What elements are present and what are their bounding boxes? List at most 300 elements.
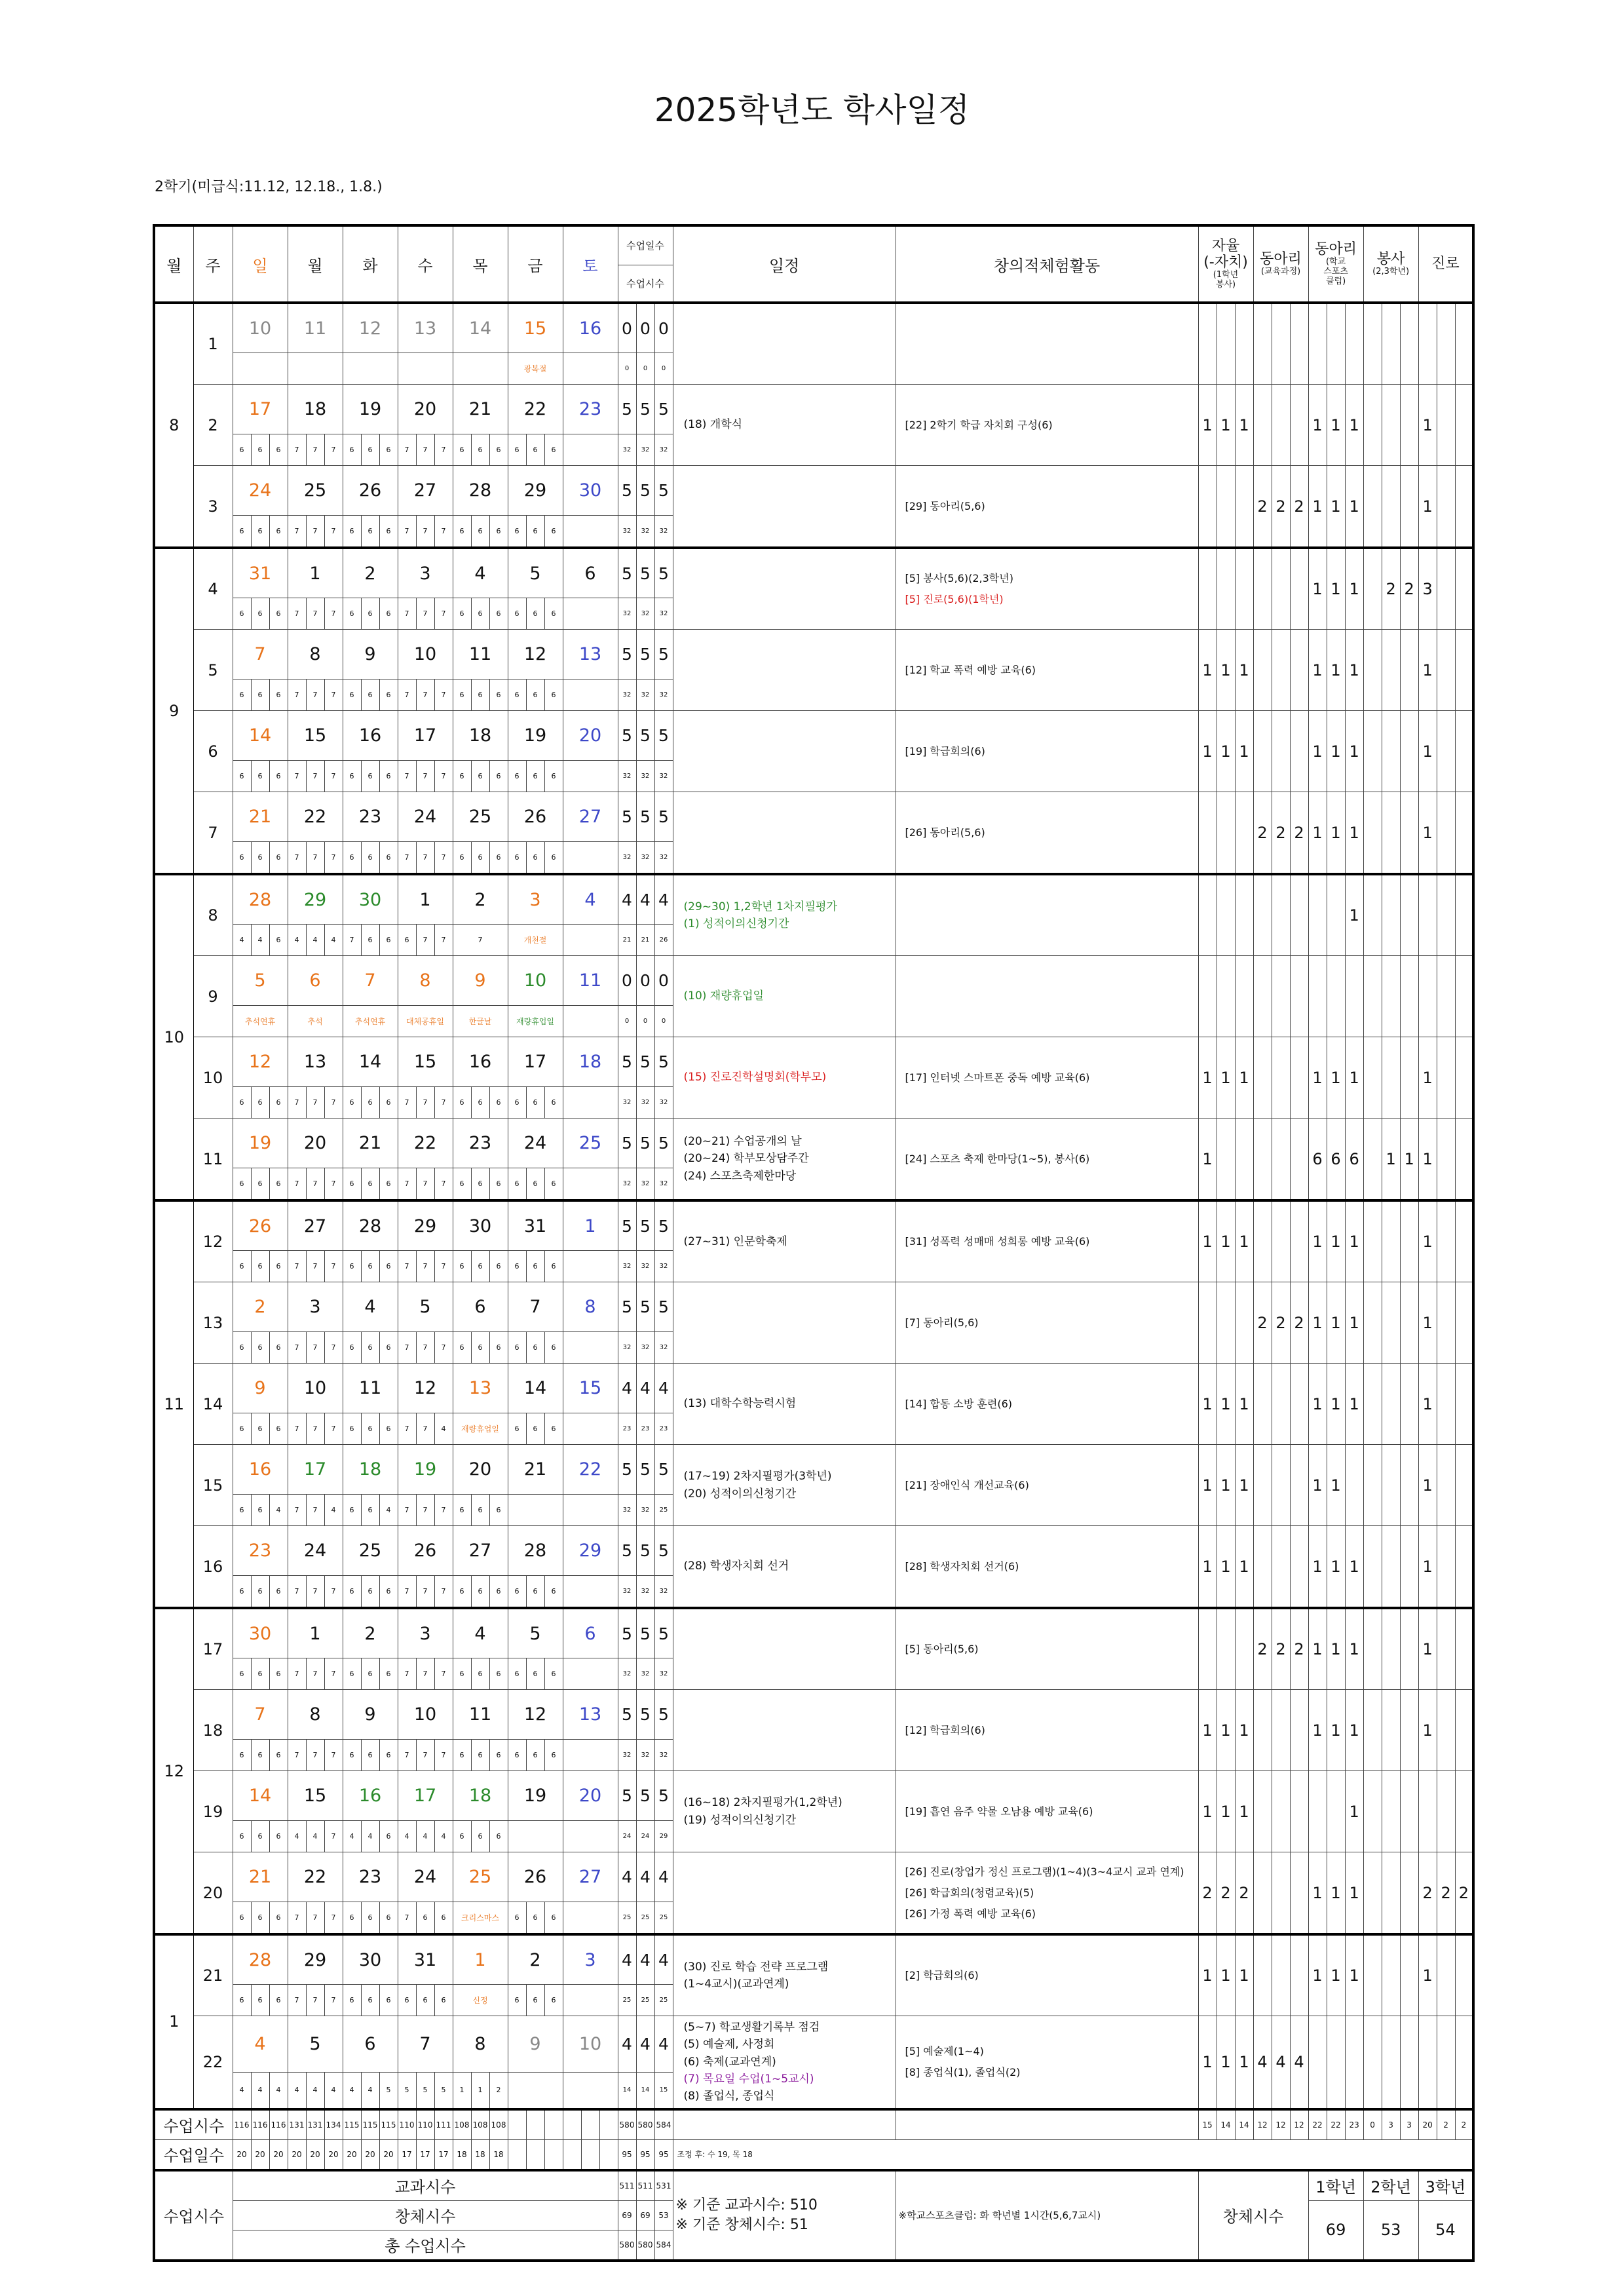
period-cell: 6: [471, 1821, 489, 1852]
date-cell: 19: [343, 385, 398, 434]
week-number: 1: [193, 303, 233, 385]
period-cell: 6: [251, 1902, 269, 1935]
total-days-cell: 20: [324, 2139, 343, 2170]
hours-cell: [1437, 1690, 1455, 1771]
class-hours-count: 26: [654, 925, 673, 956]
class-days-count: 0: [654, 303, 673, 353]
class-hours-count: 25: [636, 1985, 654, 2016]
period-cell: 7: [288, 1658, 306, 1690]
hours-cell: 1: [1217, 385, 1235, 466]
hours-cell: [1235, 1119, 1253, 1201]
hours-cell: [1400, 1934, 1418, 2016]
period-cell: 6: [508, 1740, 526, 1771]
period-cell: 6: [361, 1576, 379, 1609]
hours-cell: [1290, 1119, 1308, 1201]
date-cell: 22: [288, 1852, 343, 1902]
hours-cell: 4: [1253, 2016, 1272, 2109]
date-cell: 19: [508, 1771, 563, 1821]
blank-cell: [599, 2109, 618, 2140]
class-days-count: 5: [636, 792, 654, 842]
hours-cell: [1400, 1445, 1418, 1526]
hours-cell: [1400, 956, 1418, 1037]
date-cell: 13: [563, 630, 618, 679]
hours-cell: [1400, 385, 1418, 466]
total-days-cell: 20: [379, 2139, 398, 2170]
hours-cell: 1: [1235, 1037, 1253, 1119]
date-cell: 2: [453, 874, 508, 925]
header-autonomy-label: 자율 (-자치): [1203, 237, 1248, 271]
total-hours-cell: 110: [398, 2109, 416, 2140]
period-cell: 6: [343, 1413, 361, 1445]
period-cell: 6: [343, 1495, 361, 1526]
date-cell: 7: [343, 956, 398, 1006]
period-cell: 6: [453, 598, 471, 630]
schedule-event: (8) 졸업식, 종업식: [683, 2090, 775, 2103]
week-number: 13: [193, 1282, 233, 1364]
period-cell: 6: [343, 516, 361, 548]
period-cell: 6: [526, 1087, 544, 1119]
period-cell: 7: [324, 842, 343, 875]
period-cell: 6: [233, 1576, 251, 1609]
period-cell: 7: [416, 1740, 434, 1771]
period-cell: 6: [453, 1821, 471, 1852]
hours-cell: 2: [1272, 1608, 1290, 1690]
day-sub: [453, 353, 508, 385]
period-cell: 6: [361, 1495, 379, 1526]
period-cell: 7: [434, 1740, 453, 1771]
header-day: 월: [288, 225, 343, 303]
hours-cell: 1: [1235, 1526, 1253, 1609]
date-cell: 10: [398, 1690, 453, 1740]
total-days-cell: 20: [306, 2139, 324, 2170]
hours-cell: 1: [1198, 1364, 1217, 1445]
period-cell: 6: [489, 516, 508, 548]
hours-cell: 1: [1235, 711, 1253, 792]
hours-cell: 1: [1217, 1934, 1235, 2016]
period-cell: 6: [434, 1985, 453, 2016]
hours-cell: [1290, 1200, 1308, 1282]
date-cell: 12: [343, 303, 398, 353]
date-cell: 14: [343, 1037, 398, 1087]
period-cell: 7: [416, 925, 434, 956]
week-number: 17: [193, 1608, 233, 1690]
header-class-hours: 수업시수: [618, 265, 673, 303]
hours-cell: [1455, 630, 1473, 711]
hours-cell: [1437, 2016, 1455, 2109]
hours-cell: [1455, 2016, 1473, 2109]
hours-cell: 1: [1198, 385, 1217, 466]
period-cell: 7: [288, 679, 306, 711]
period-cell: 6: [508, 598, 526, 630]
month-number: 8: [154, 303, 193, 548]
period-cell: 7: [306, 434, 324, 466]
period-cell: 6: [489, 434, 508, 466]
month-number: 10: [154, 874, 193, 1200]
class-hours-count: 32: [654, 598, 673, 630]
hours-cell: 1: [1308, 630, 1327, 711]
date-cell: 15: [288, 1771, 343, 1821]
day-sub: [563, 1495, 618, 1526]
period-cell: 6: [526, 1576, 544, 1609]
period-cell: 7: [306, 1332, 324, 1364]
class-days-count: 5: [618, 1608, 636, 1658]
period-cell: 4: [416, 1821, 434, 1852]
total-hours-col: 23: [1345, 2109, 1363, 2140]
hours-cell: 1: [1308, 1934, 1327, 2016]
hours-cell: [1437, 1526, 1455, 1609]
hours-cell: [1437, 1119, 1455, 1201]
period-cell: 6: [269, 516, 288, 548]
total-hours-col: 12: [1290, 2109, 1308, 2140]
class-days-count: 4: [654, 1934, 673, 1985]
period-cell: 6: [233, 434, 251, 466]
date-cell: 20: [563, 1771, 618, 1821]
class-days-count: 5: [618, 1037, 636, 1087]
semester-note: 2학기(미급식:11.12, 12.18., 1.8.): [155, 179, 383, 195]
activity-item: [5] 봉사(5,6)(2,3학년): [905, 572, 1013, 584]
schedule-event: (19) 성적이의신청기간: [683, 1813, 797, 1827]
schedule-event: (16~18) 2차지필평가(1,2학년): [683, 1796, 842, 1810]
class-days-count: 5: [654, 1445, 673, 1495]
period-cell: 6: [269, 1251, 288, 1282]
period-cell: 4: [343, 2073, 361, 2109]
total-days-count: 95: [618, 2139, 636, 2170]
hours-cell: [1382, 1608, 1400, 1690]
hours-cell: 1: [1327, 1200, 1345, 1282]
period-cell: 7: [306, 842, 324, 875]
week-number: 8: [193, 874, 233, 956]
day-sub: [563, 925, 618, 956]
hours-cell: 1: [1418, 1608, 1437, 1690]
period-cell: 1: [471, 2073, 489, 2109]
class-days-count: 4: [636, 1364, 654, 1413]
date-cell: 23: [343, 1852, 398, 1902]
class-days-count: 5: [636, 1119, 654, 1168]
activity-cell: [896, 466, 1198, 548]
hours-cell: 1: [1217, 2016, 1235, 2109]
hours-cell: [1235, 466, 1253, 548]
day-sub: [563, 1251, 618, 1282]
date-cell: 27: [563, 792, 618, 842]
hours-cell: 1: [1217, 1690, 1235, 1771]
date-cell: 29: [398, 1200, 453, 1251]
hours-cell: 1: [1235, 1200, 1253, 1282]
hours-cell: [1400, 1200, 1418, 1282]
class-days-count: 4: [636, 874, 654, 925]
summary-item-label: 총 수업시수: [233, 2230, 618, 2261]
period-cell: 7: [324, 1413, 343, 1445]
hours-cell: 1: [1327, 792, 1345, 875]
date-cell: 21: [508, 1445, 563, 1495]
class-hours-count: 32: [636, 1576, 654, 1609]
period-cell: 6: [343, 1332, 361, 1364]
period-cell: 7: [416, 761, 434, 792]
hours-cell: 1: [1418, 1445, 1437, 1526]
period-cell: 6: [233, 842, 251, 875]
hours-cell: [1235, 792, 1253, 875]
hours-cell: [1363, 874, 1382, 956]
class-days-count: 5: [636, 1037, 654, 1087]
date-cell: 16: [233, 1445, 288, 1495]
period-cell: 6: [489, 598, 508, 630]
hours-cell: [1455, 1282, 1473, 1364]
schedule-event: (20~24) 학부모상담주간: [683, 1152, 809, 1166]
period-cell: 6: [453, 1658, 471, 1690]
class-hours-count: 32: [654, 1576, 673, 1609]
date-cell: 9: [508, 2016, 563, 2073]
date-cell: 9: [453, 956, 508, 1006]
total-hours-cell: 131: [306, 2109, 324, 2140]
period-cell: 7: [434, 516, 453, 548]
period-cell: 7: [434, 1576, 453, 1609]
class-days-count: 5: [618, 1771, 636, 1821]
period-cell: 5: [416, 2073, 434, 2109]
hours-cell: [1290, 548, 1308, 630]
hours-cell: [1272, 1690, 1290, 1771]
class-days-count: 5: [636, 1282, 654, 1332]
hours-cell: [1400, 874, 1418, 956]
period-cell: 7: [288, 598, 306, 630]
hours-cell: [1272, 711, 1290, 792]
class-days-count: 5: [618, 792, 636, 842]
hours-cell: 1: [1345, 548, 1363, 630]
activity-cell: [896, 1690, 1198, 1771]
hours-cell: [1455, 303, 1473, 385]
period-cell: 7: [288, 1985, 306, 2016]
period-cell: 7: [434, 679, 453, 711]
period-cell: 6: [233, 1332, 251, 1364]
period-cell: 6: [489, 1821, 508, 1852]
activity-item: [26] 가정 폭력 예방 교육(6): [905, 1907, 1036, 1920]
class-days-count: 5: [654, 1119, 673, 1168]
hours-cell: [1363, 1934, 1382, 2016]
activity-item: [24] 스포츠 축제 한마당(1~5), 봉사(6): [905, 1152, 1090, 1165]
hours-cell: [1217, 792, 1235, 875]
period-cell: 4: [306, 2073, 324, 2109]
class-hours-count: 0: [654, 1006, 673, 1037]
date-cell: 27: [563, 1852, 618, 1902]
total-days-cell: 18: [471, 2139, 489, 2170]
class-days-count: 5: [654, 385, 673, 434]
hours-cell: [1253, 1526, 1272, 1609]
total-hours-cell: 108: [453, 2109, 471, 2140]
class-hours-count: 32: [618, 761, 636, 792]
date-cell: 28: [233, 874, 288, 925]
hours-cell: [1308, 1771, 1327, 1852]
period-cell: 7: [306, 516, 324, 548]
date-cell: 23: [563, 385, 618, 434]
hours-cell: [1400, 792, 1418, 875]
day-sub: [508, 1495, 563, 1526]
holiday-label: 추석연휴: [343, 1006, 398, 1037]
period-cell: 6: [361, 1332, 379, 1364]
hours-cell: [1290, 874, 1308, 956]
total-hours-cell: 115: [361, 2109, 379, 2140]
period-cell: 6: [526, 1740, 544, 1771]
day-sub: [233, 353, 288, 385]
hours-cell: 1: [1235, 1934, 1253, 2016]
holiday-label: 개천절: [508, 925, 563, 956]
activity-cell: [896, 303, 1198, 385]
schedule-cell: [673, 956, 896, 1037]
period-cell: 6: [471, 1495, 489, 1526]
total-hours-cell: 111: [434, 2109, 453, 2140]
period-cell: 6: [471, 679, 489, 711]
period-cell: 6: [269, 1168, 288, 1201]
hours-cell: [1363, 1037, 1382, 1119]
hours-cell: 1: [1418, 1037, 1437, 1119]
period-cell: 6: [544, 842, 563, 875]
hours-cell: [1400, 1690, 1418, 1771]
hours-cell: 1: [1327, 1526, 1345, 1609]
class-days-count: 5: [636, 630, 654, 679]
day-sub: [508, 1821, 563, 1852]
date-cell: 8: [398, 956, 453, 1006]
period-cell: 7: [434, 1251, 453, 1282]
header-day: 금: [508, 225, 563, 303]
hours-cell: [1400, 1282, 1418, 1364]
base-note: ※ 기준 교과시수: 510: [675, 2197, 818, 2214]
date-cell: 11: [288, 303, 343, 353]
schedule-event: (6) 축제(교과연계): [683, 2055, 776, 2069]
period-cell: 6: [489, 842, 508, 875]
date-cell: 21: [453, 385, 508, 434]
class-hours-count: 32: [618, 1576, 636, 1609]
date-cell: 20: [563, 711, 618, 761]
period-cell: 6: [343, 1658, 361, 1690]
period-cell: 7: [434, 761, 453, 792]
period-cell: 6: [544, 1413, 563, 1445]
period-cell: 6: [508, 1576, 526, 1609]
hours-cell: [1437, 1037, 1455, 1119]
class-hours-count: 32: [636, 679, 654, 711]
period-cell: 7: [416, 1658, 434, 1690]
period-cell: 7: [324, 1087, 343, 1119]
hours-cell: 6: [1308, 1119, 1327, 1201]
hours-cell: [1235, 874, 1253, 956]
hours-cell: [1455, 792, 1473, 875]
hours-cell: 1: [1308, 1364, 1327, 1445]
hours-cell: [1382, 303, 1400, 385]
hours-cell: [1308, 303, 1327, 385]
class-hours-count: 32: [618, 1495, 636, 1526]
date-cell: 13: [453, 1364, 508, 1413]
total-hours-label: 수업시수: [154, 2109, 233, 2140]
hours-cell: [1253, 630, 1272, 711]
period-cell: 6: [508, 1251, 526, 1282]
total-hours-cell: 116: [269, 2109, 288, 2140]
date-cell: 16: [343, 1771, 398, 1821]
schedule-event: (17~19) 2차지필평가(3학년): [683, 1470, 832, 1483]
hours-cell: [1437, 1200, 1455, 1282]
header-sports-club-label: 동아리: [1315, 240, 1357, 258]
period-cell: 7: [398, 1495, 416, 1526]
period-cell: 6: [233, 1985, 251, 2016]
hours-cell: 1: [1418, 1119, 1437, 1201]
date-cell: 15: [563, 1364, 618, 1413]
hours-cell: [1327, 956, 1345, 1037]
date-cell: 17: [288, 1445, 343, 1495]
hours-cell: [1272, 548, 1290, 630]
hours-cell: [1437, 1934, 1455, 2016]
hours-cell: [1455, 1771, 1473, 1852]
hours-cell: 1: [1382, 1119, 1400, 1201]
period-cell: 6: [361, 1985, 379, 2016]
class-hours-count: 32: [618, 1740, 636, 1771]
period-cell: 6: [453, 1332, 471, 1364]
activity-item: [19] 학급회의(6): [905, 744, 985, 757]
hours-cell: [1253, 1771, 1272, 1852]
period-cell: 6: [361, 516, 379, 548]
header-club: [1253, 225, 1308, 303]
total-days-count: 95: [654, 2139, 673, 2170]
header-career: [1418, 225, 1473, 303]
period-cell: 6: [526, 761, 544, 792]
period-cell: 6: [489, 1087, 508, 1119]
class-days-count: 4: [618, 1852, 636, 1902]
summary-value: 531: [654, 2170, 673, 2201]
hours-cell: [1327, 303, 1345, 385]
hours-cell: [1272, 1852, 1290, 1935]
period-cell: 1: [453, 2073, 471, 2109]
date-cell: 3: [398, 1608, 453, 1658]
period-cell: 4: [324, 1495, 343, 1526]
date-cell: 3: [288, 1282, 343, 1332]
period-cell: 7: [324, 1332, 343, 1364]
schedule-event: (1) 성적이의신청기간: [683, 917, 789, 930]
date-cell: 10: [508, 956, 563, 1006]
hours-cell: 2: [1400, 548, 1418, 630]
class-days-count: 4: [636, 1934, 654, 1985]
period-cell: 7: [434, 598, 453, 630]
period-cell: 7: [288, 1495, 306, 1526]
class-days-count: 5: [654, 466, 673, 516]
hours-cell: 1: [1345, 711, 1363, 792]
total-days-label: 수업일수: [154, 2139, 233, 2170]
period-cell: 4: [269, 2073, 288, 2109]
period-cell: 6: [343, 1576, 361, 1609]
schedule-event: (24) 스포츠축제한마당: [683, 1169, 797, 1183]
summary-value: 69: [636, 2200, 654, 2230]
schedule-cell: [673, 303, 896, 385]
hours-cell: [1437, 466, 1455, 548]
period-cell: 7: [434, 925, 453, 956]
date-cell: 22: [508, 385, 563, 434]
schedule-event: (28) 학생자치회 선거: [683, 1559, 789, 1573]
header-day: 일: [233, 225, 288, 303]
hours-cell: 2: [1253, 1282, 1272, 1364]
period-cell: 6: [526, 842, 544, 875]
schedule-cell: [673, 2016, 896, 2109]
month-number: 11: [154, 1200, 193, 1608]
activity-item: [19] 흡연 음주 약물 오남용 예방 교육(6): [905, 1805, 1093, 1818]
holiday-label: 재량휴업일: [508, 1006, 563, 1037]
schedule-event: (7) 목요일 수업(1~5교시): [683, 2073, 814, 2086]
hours-cell: [1455, 1364, 1473, 1445]
schedule-event: (30) 진로 학습 전략 프로그램: [683, 1960, 829, 1974]
hours-cell: [1217, 874, 1235, 956]
period-cell: 7: [306, 1985, 324, 2016]
period-cell: 6: [471, 598, 489, 630]
hours-cell: [1400, 1608, 1418, 1690]
hours-cell: 1: [1418, 466, 1437, 548]
hours-cell: 1: [1198, 630, 1217, 711]
period-cell: 6: [233, 1902, 251, 1935]
hours-cell: [1363, 1445, 1382, 1526]
period-cell: 6: [544, 598, 563, 630]
date-cell: 11: [453, 1690, 508, 1740]
blank-cell: [581, 2139, 599, 2170]
